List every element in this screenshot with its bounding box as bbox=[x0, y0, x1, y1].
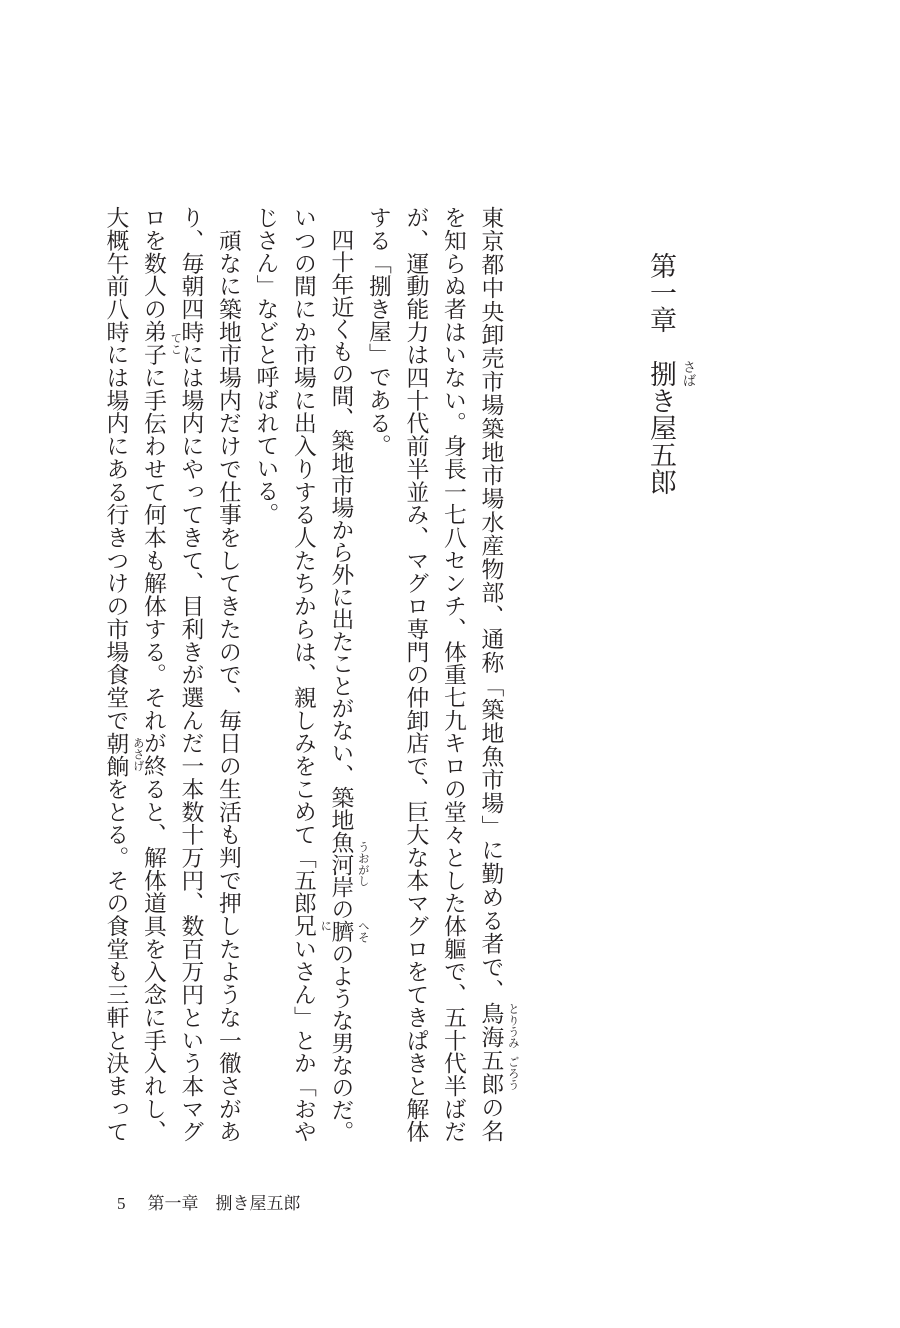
ruby-group bbox=[328, 919, 369, 943]
text-run: ロを数人の bbox=[140, 206, 166, 321]
text-column bbox=[404, 206, 427, 1143]
ruby-base: 臍 bbox=[328, 919, 354, 943]
text-run: のような男なのだ。 bbox=[328, 942, 354, 1143]
page-number: 5 bbox=[117, 1194, 126, 1213]
text-run: をとる。その食堂も三軒と決まって bbox=[103, 777, 129, 1143]
chapter-heading bbox=[646, 252, 696, 495]
ruby-group bbox=[290, 914, 332, 938]
ruby-reading: に bbox=[319, 920, 332, 932]
ruby-group bbox=[103, 731, 144, 778]
text-column bbox=[140, 206, 182, 1144]
ruby-reading: あさげ bbox=[131, 737, 144, 772]
page-footer bbox=[117, 1194, 301, 1214]
text-run: 第一章 bbox=[646, 252, 676, 360]
text-run: 四十年近くもの間、築地市場から外に出たことがない、築地 bbox=[328, 206, 354, 831]
ruby-base: 魚河岸 bbox=[328, 830, 354, 898]
ruby-base: 鳥海 bbox=[478, 1002, 504, 1050]
text-run: いさん」とか「おや bbox=[290, 937, 316, 1143]
ruby-base: 兄 bbox=[290, 914, 316, 938]
text-run: が、運動能力は四十代前半並み、マグロ専門の仲卸店で、巨大な本マグロをてきぱきと解体 bbox=[403, 206, 429, 1143]
ruby-group bbox=[478, 1002, 519, 1050]
ruby-base: 五郎 bbox=[478, 1049, 504, 1097]
ruby-reading: うおがし bbox=[356, 841, 369, 887]
text-run: いつの間にか市場に出入りする人たちからは、親しみをこめて「五郎 bbox=[290, 206, 316, 915]
ruby-reading: てこ bbox=[169, 331, 182, 355]
text-column bbox=[254, 206, 277, 525]
ruby-group bbox=[646, 360, 696, 387]
text-run: 頑なに築地市場内だけで仕事をしてきたので、毎日の生活も判で押したような一徹さがあ bbox=[215, 206, 241, 1143]
ruby-reading: へそ bbox=[356, 919, 369, 943]
text-column bbox=[328, 206, 369, 1143]
text-column bbox=[478, 206, 519, 1144]
text-run: に手伝わせて何本も解体する。それが終ると、解体道具を入念に手入れし、 bbox=[140, 366, 166, 1144]
text-column bbox=[290, 206, 332, 1143]
text-column bbox=[103, 206, 144, 1143]
running-head: 第一章 捌き屋五郎 bbox=[147, 1194, 301, 1213]
ruby-base: 弟子 bbox=[140, 320, 166, 366]
text-run: 東京都中央卸売市場築地市場水産物部、通称「築地魚市場」に勤める者で、 bbox=[478, 206, 504, 1003]
text-run: じさん」などと呼ばれている。 bbox=[253, 206, 279, 526]
text-run: を知らぬ者はいない。身長一七八センチ、体重七九キロの堂々とした体軀で、五十代半ばだ bbox=[440, 206, 466, 1143]
text-column bbox=[216, 206, 239, 1143]
text-run: り、毎朝四時には場内にやってきて、目利きが選んだ一本数十万円、数百万円という本マグ bbox=[178, 206, 204, 1143]
text-run: の名 bbox=[478, 1096, 504, 1144]
ruby-group bbox=[328, 830, 369, 898]
ruby-group bbox=[140, 320, 182, 366]
text-run: 大概午前八時には場内にある行きつけの市場食堂で bbox=[103, 206, 129, 732]
ruby-reading: とりうみ bbox=[506, 1003, 519, 1049]
ruby-base: 朝餉 bbox=[103, 731, 129, 778]
ruby-reading: ごろう bbox=[506, 1055, 519, 1090]
ruby-base: 捌 bbox=[646, 360, 676, 387]
ruby-reading: さば bbox=[680, 360, 696, 387]
text-column bbox=[441, 206, 464, 1143]
text-run: する「捌き屋」である。 bbox=[365, 206, 391, 457]
text-column bbox=[179, 206, 202, 1143]
ruby-group bbox=[478, 1049, 519, 1097]
text-run: の bbox=[328, 897, 354, 920]
text-run: き屋五郎 bbox=[646, 387, 676, 495]
text-column bbox=[366, 206, 389, 457]
